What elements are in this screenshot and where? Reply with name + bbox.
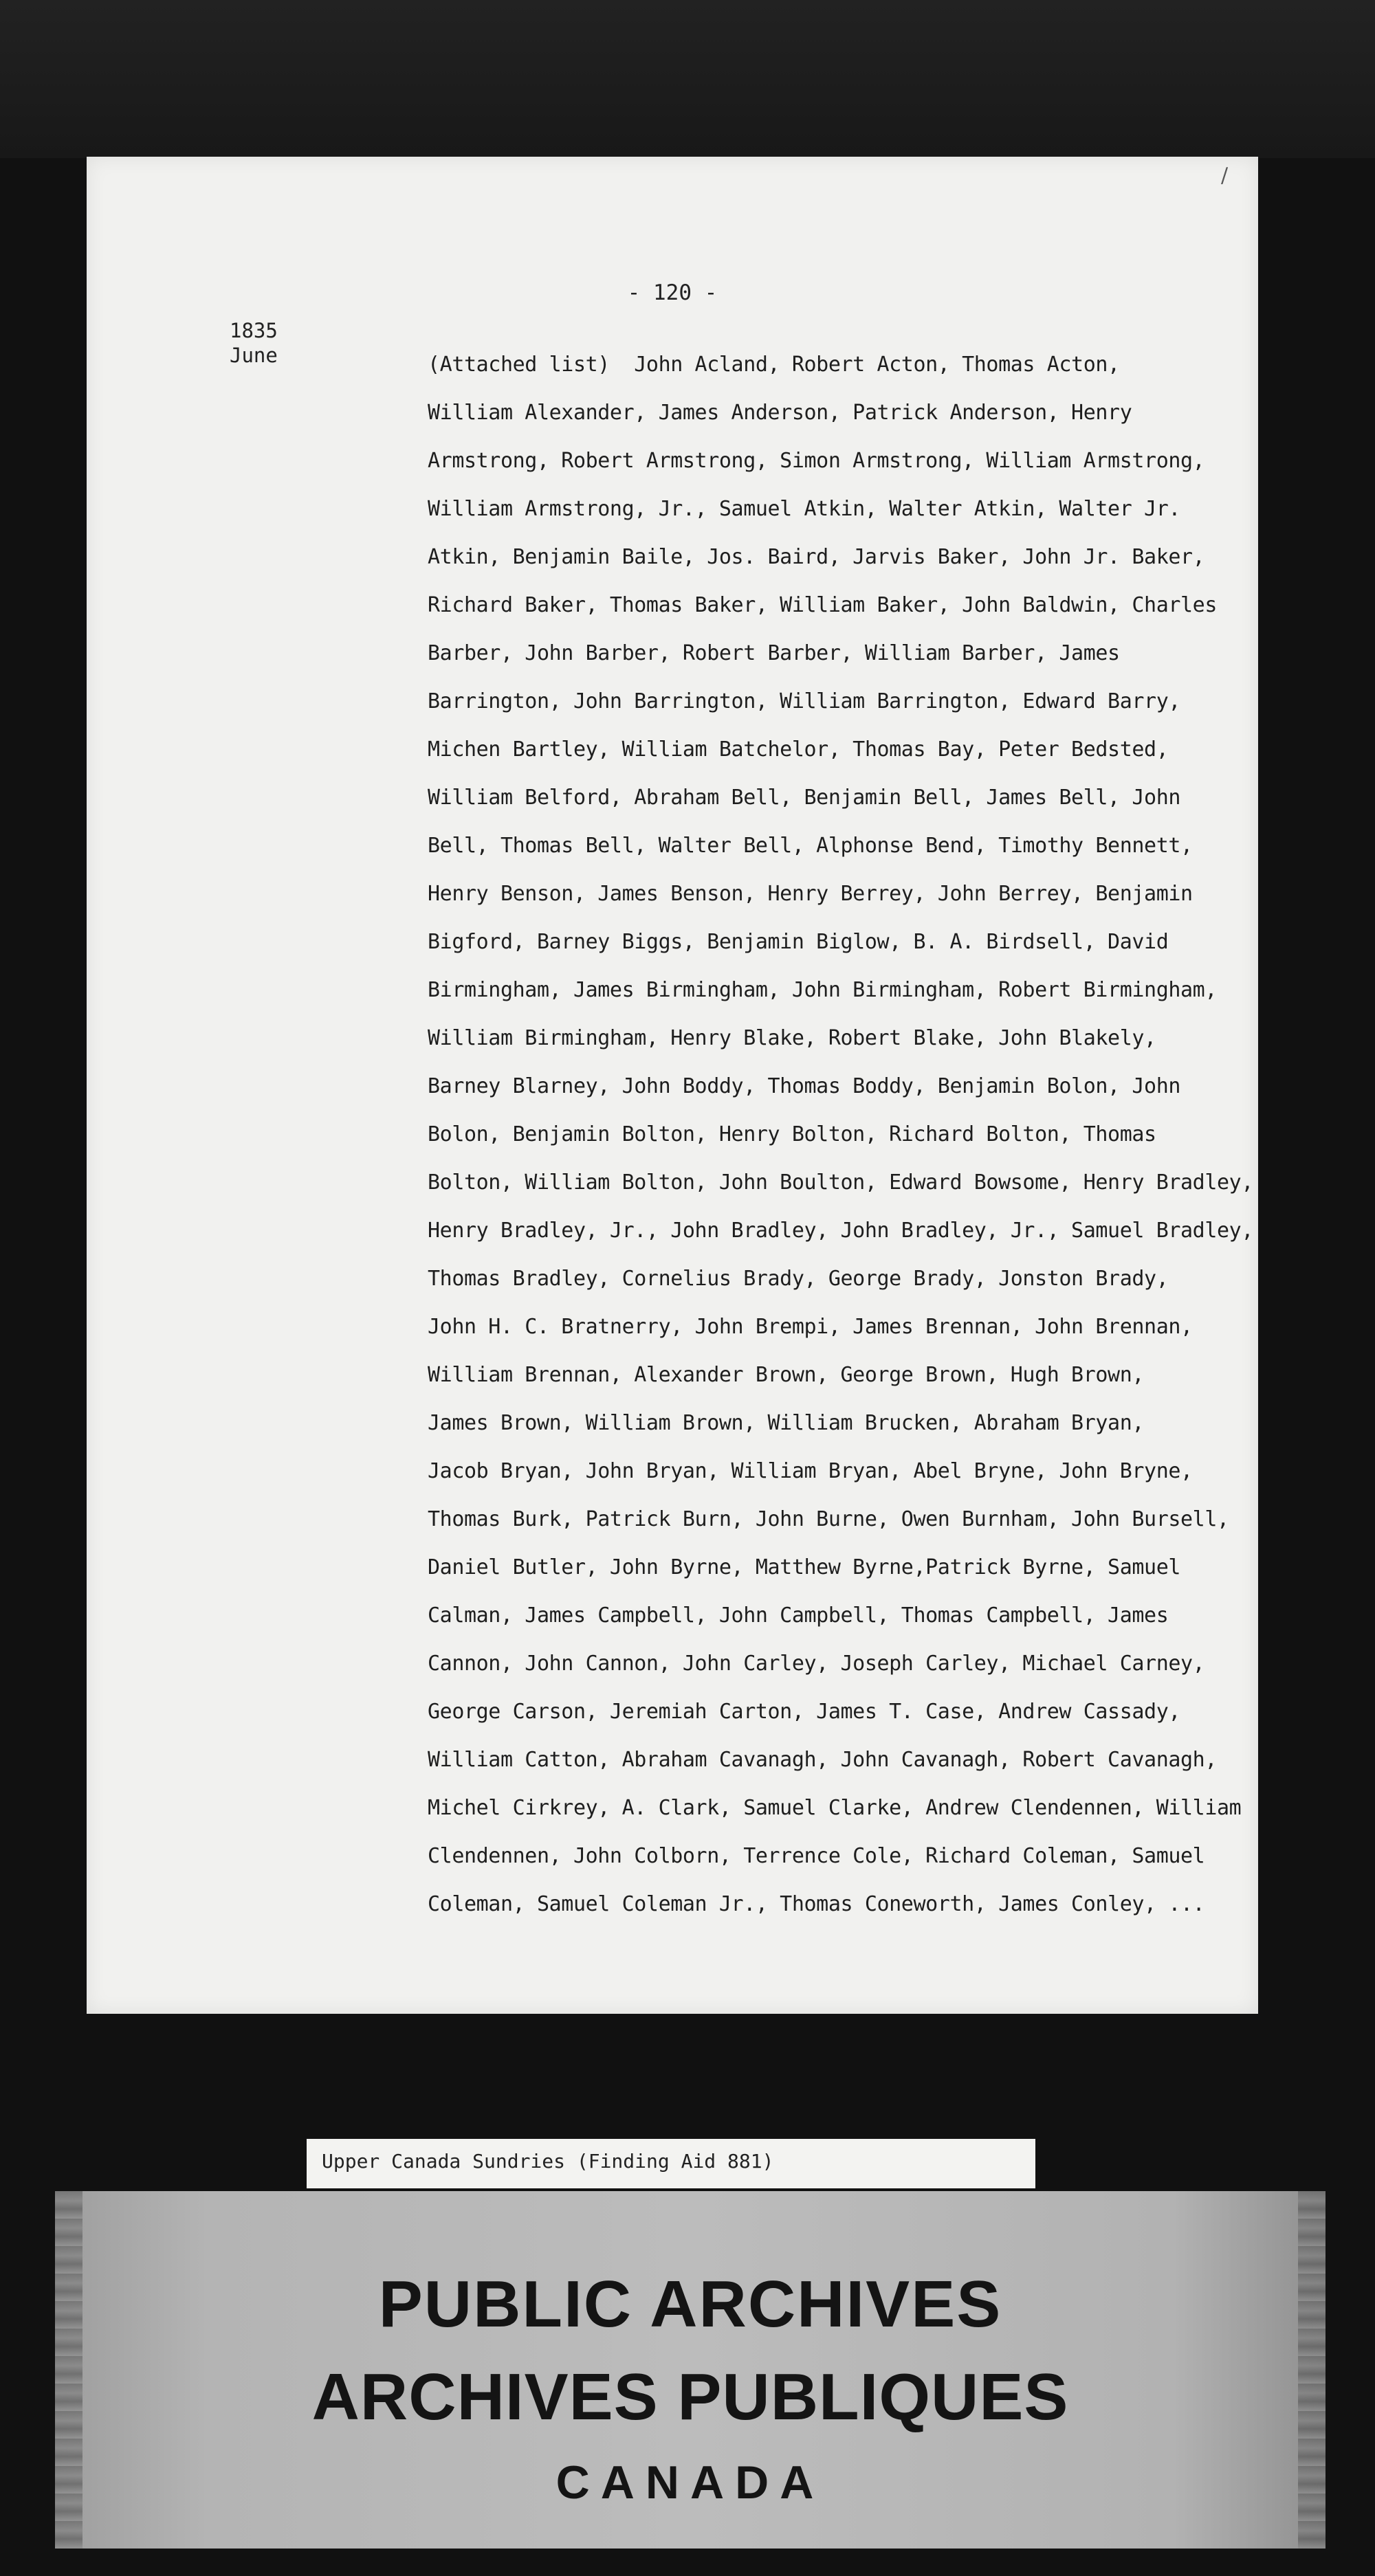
document-page [87, 157, 1258, 2014]
text-line: James Brown, William Brown, William Brucken, Abraham Bryan, [428, 1411, 1145, 1435]
text-line: (Attached list) John Acland, Robert Acton, Thomas Acton, [428, 353, 1120, 377]
margin-date [230, 318, 278, 368]
text-line: Calman, James Campbell, John Campbell, Thomas Campbell, James [428, 1603, 1169, 1628]
text-line: Clendennen, John Colborn, Terrence Cole, Richard Coleman, Samuel [428, 1844, 1205, 1868]
text-line: Atkin, Benjamin Baile, Jos. Baird, Jarvis Baker, John Jr. Baker, [428, 545, 1205, 569]
text-line: William Belford, Abraham Bell, Benjamin Bell, James Bell, John [428, 786, 1181, 810]
corner-mark: / [1221, 164, 1229, 188]
finding-aid-text: Upper Canada Sundries (Finding Aid 881) [322, 2150, 774, 2173]
text-line: Thomas Bradley, Cornelius Brady, George Brady, Jonston Brady, [428, 1267, 1169, 1291]
page-number: - 120 - [627, 280, 718, 305]
text-line: Cannon, John Cannon, John Carley, Joseph Carley, Michael Carney, [428, 1652, 1205, 1676]
text-line: William Catton, Abraham Cavanagh, John Cavanagh, Robert Cavanagh, [428, 1748, 1217, 1772]
archive-title-french: ARCHIVES PUBLIQUES [311, 2360, 1069, 2434]
margin-year: 1835 [230, 319, 278, 342]
text-line: William Birmingham, Henry Blake, Robert Blake, John Blakely, [428, 1026, 1156, 1050]
archive-country: CANADA [556, 2456, 825, 2509]
archive-title-english: PUBLIC ARCHIVES [378, 2267, 1002, 2341]
text-line: Birmingham, James Birmingham, John Birmingham, Robert Birmingham, [428, 978, 1217, 1002]
text-line: Bolon, Benjamin Bolton, Henry Bolton, Richard Bolton, Thomas [428, 1122, 1156, 1146]
microfilm-top-border [0, 0, 1375, 158]
margin-month: June [230, 344, 278, 367]
text-line: Barney Blarney, John Boddy, Thomas Boddy, Benjamin Bolon, John [428, 1074, 1181, 1098]
text-line: Michel Cirkrey, A. Clark, Samuel Clarke, Andrew Clendennen, William [428, 1796, 1242, 1820]
text-line: Bell, Thomas Bell, Walter Bell, Alphonse Bend, Timothy Bennett, [428, 834, 1193, 858]
text-line: George Carson, Jeremiah Carton, James T. Case, Andrew Cassady, [428, 1700, 1181, 1724]
text-line: Bigford, Barney Biggs, Benjamin Biglow, B. A. Birdsell, David [428, 930, 1169, 954]
text-line: Richard Baker, Thomas Baker, William Baker, John Baldwin, Charles [428, 593, 1217, 617]
text-line: Bolton, William Bolton, John Boulton, Edward Bowsome, Henry Bradley, [428, 1170, 1253, 1195]
text-line: Henry Bradley, Jr., John Bradley, John Bradley, Jr., Samuel Bradley, [428, 1219, 1253, 1243]
text-line: John H. C. Bratnerry, John Brempi, James Brennan, John Brennan, [428, 1315, 1193, 1339]
text-line: Coleman, Samuel Coleman Jr., Thomas Coneworth, James Conley, ... [428, 1892, 1205, 1916]
text-line: Michen Bartley, William Batchelor, Thomas Bay, Peter Bedsted, [428, 737, 1169, 762]
text-line: William Brennan, Alexander Brown, George Brown, Hugh Brown, [428, 1363, 1145, 1387]
text-line: Jacob Bryan, John Bryan, William Bryan, Abel Bryne, John Bryne, [428, 1459, 1193, 1483]
text-line: Thomas Burk, Patrick Burn, John Burne, Owen Burnham, John Bursell, [428, 1507, 1229, 1531]
text-line: Armstrong, Robert Armstrong, Simon Armstrong, William Armstrong, [428, 449, 1205, 473]
text-line: Barrington, John Barrington, William Barrington, Edward Barry, [428, 689, 1181, 713]
finding-aid-label [307, 2139, 1035, 2188]
text-line: Barber, John Barber, Robert Barber, William Barber, James [428, 641, 1120, 665]
name-list [428, 341, 1253, 1929]
text-line: William Alexander, James Anderson, Patrick Anderson, Henry [428, 401, 1132, 425]
archive-banner [55, 2191, 1326, 2549]
text-line: Henry Benson, James Benson, Henry Berrey, John Berrey, Benjamin [428, 882, 1193, 906]
text-line: William Armstrong, Jr., Samuel Atkin, Walter Atkin, Walter Jr. [428, 497, 1181, 521]
text-line: Daniel Butler, John Byrne, Matthew Byrne,Patrick Byrne, Samuel [428, 1555, 1181, 1579]
